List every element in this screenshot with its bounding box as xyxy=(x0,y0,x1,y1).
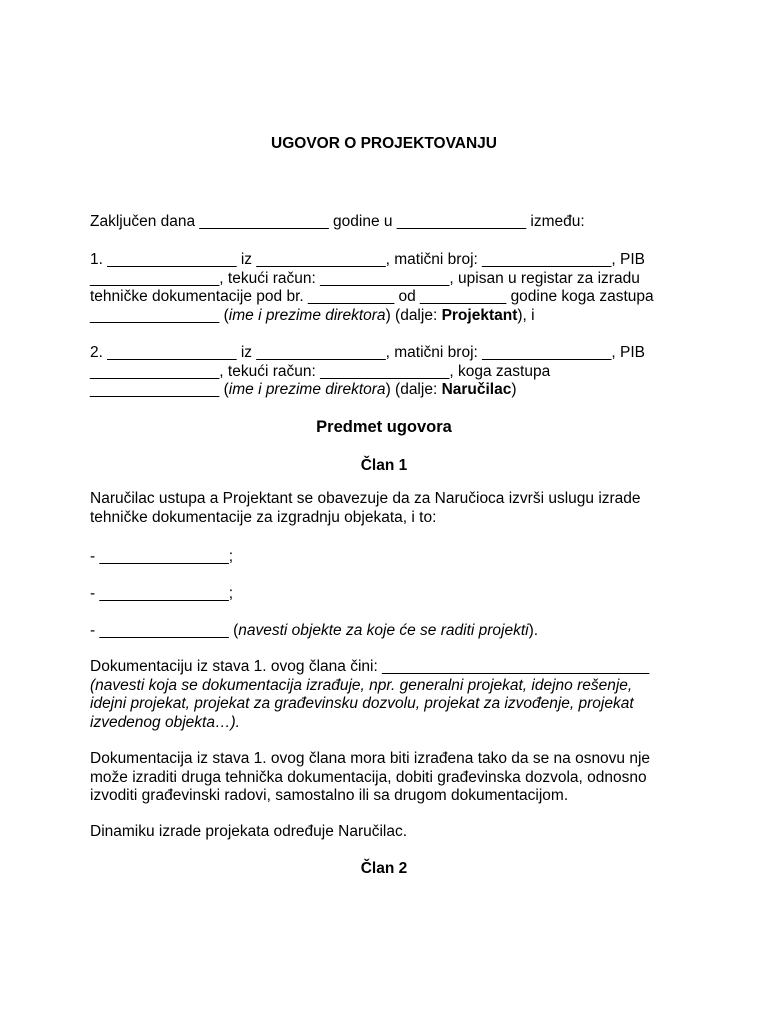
party-1-line-3: tehničke dokumentacije pod br. __________ od __________ godine koga zastupa xyxy=(90,288,654,305)
party-1-line-1: 1. _______________ iz _______________, matični broj: _______________, PIB xyxy=(90,251,646,268)
documentation-requirements-line-2: može izraditi druga tehnička dokumentacija, dobiti građevinska dozvola, odnosno xyxy=(90,768,647,786)
party-1-end: ), i xyxy=(517,306,535,324)
intro-paragraph xyxy=(90,213,690,232)
object-list-item-1-text: - _______________; xyxy=(90,548,234,565)
party-1-paragraph xyxy=(90,251,690,325)
party-1-director-hint: ime i prezime direktora xyxy=(228,306,386,324)
documentation-requirements-line-3: izvoditi građevinski radovi, samostalno ili sa drugom dokumentacijom. xyxy=(90,787,569,804)
object-list-item-2 xyxy=(90,585,690,604)
party-1-line-2: _______________, tekući račun: _______________, upisan u registar za izradu xyxy=(90,269,640,287)
documentation-paragraph xyxy=(90,658,690,732)
party-2-paragraph xyxy=(90,344,690,400)
object-list-item-3 xyxy=(90,622,690,641)
party-2-role: Naručilac xyxy=(441,381,512,398)
party-2-line-1: 2. _______________ iz _______________, matični broj: _______________, PIB xyxy=(90,344,646,361)
party-2-dalje: ) (dalje: xyxy=(385,381,442,398)
documentation-requirements-line-1: Dokumentacija iz stava 1. ovog člana mora biti izrađena tako da se na osnovu nje xyxy=(90,750,651,767)
party-2-director-hint: ime i prezime direktora xyxy=(228,381,386,398)
party-1-dalje: ) (dalje: xyxy=(385,306,442,324)
document-title: UGOVOR O PROJEKTOVANJU xyxy=(271,135,497,152)
object-list-item-2-text: - _______________; xyxy=(90,585,234,602)
schedule-line: Dinamiku izrade projekata određuje Naručilac. xyxy=(90,823,408,840)
article-1-para-1-line-2: tehničke dokumentacije za izgradnju objekata, i to: xyxy=(90,508,437,526)
article-1-heading: Član 1 xyxy=(360,457,408,474)
documentation-hint-line-2: idejni projekat, projekat za građevinsku dozvolu, projekat za izvođenje, projekat xyxy=(90,695,634,712)
object-list-item-1 xyxy=(90,548,690,567)
party-1-role: Projektant xyxy=(441,306,518,324)
object-list-item-3-end: ). xyxy=(528,622,539,639)
party-2-line-3 xyxy=(90,381,690,400)
article-1-paragraph-1 xyxy=(90,490,690,527)
schedule-paragraph xyxy=(90,823,690,842)
object-list-hint: navesti objekte za koje će se raditi projekti xyxy=(238,622,529,639)
party-2-blank: _______________ ( xyxy=(90,381,229,398)
documentation-line-1: Dokumentaciju iz stava 1. ovog člana čini: _______________________________ xyxy=(90,658,650,675)
party-2-end: ) xyxy=(511,381,517,398)
object-list-item-3-blank: - _______________ ( xyxy=(90,622,239,639)
article-2-heading: Član 2 xyxy=(360,860,408,877)
documentation-hint-line-1: (navesti koja se dokumentacija izrađuje, npr. generalni projekat, idejno rešenje, xyxy=(90,676,633,694)
article-1-para-1-line-1: Naručilac ustupa a Projektant se obavezuje da za Naručioca izvrši uslugu izrade xyxy=(90,490,641,507)
party-1-line-4 xyxy=(90,307,690,326)
party-1-blank: _______________ ( xyxy=(90,306,229,324)
documentation-hint-line-3: izvedenog objekta…). xyxy=(90,713,240,731)
intro-line: Zaključen dana _______________ godine u _______________ između: xyxy=(90,213,585,230)
party-2-line-2: _______________, tekući račun: _______________, koga zastupa xyxy=(90,362,551,380)
section-heading-predmet: Predmet ugovora xyxy=(316,418,452,436)
object-list-item-3-text xyxy=(90,622,690,641)
documentation-requirements-paragraph xyxy=(90,750,690,806)
